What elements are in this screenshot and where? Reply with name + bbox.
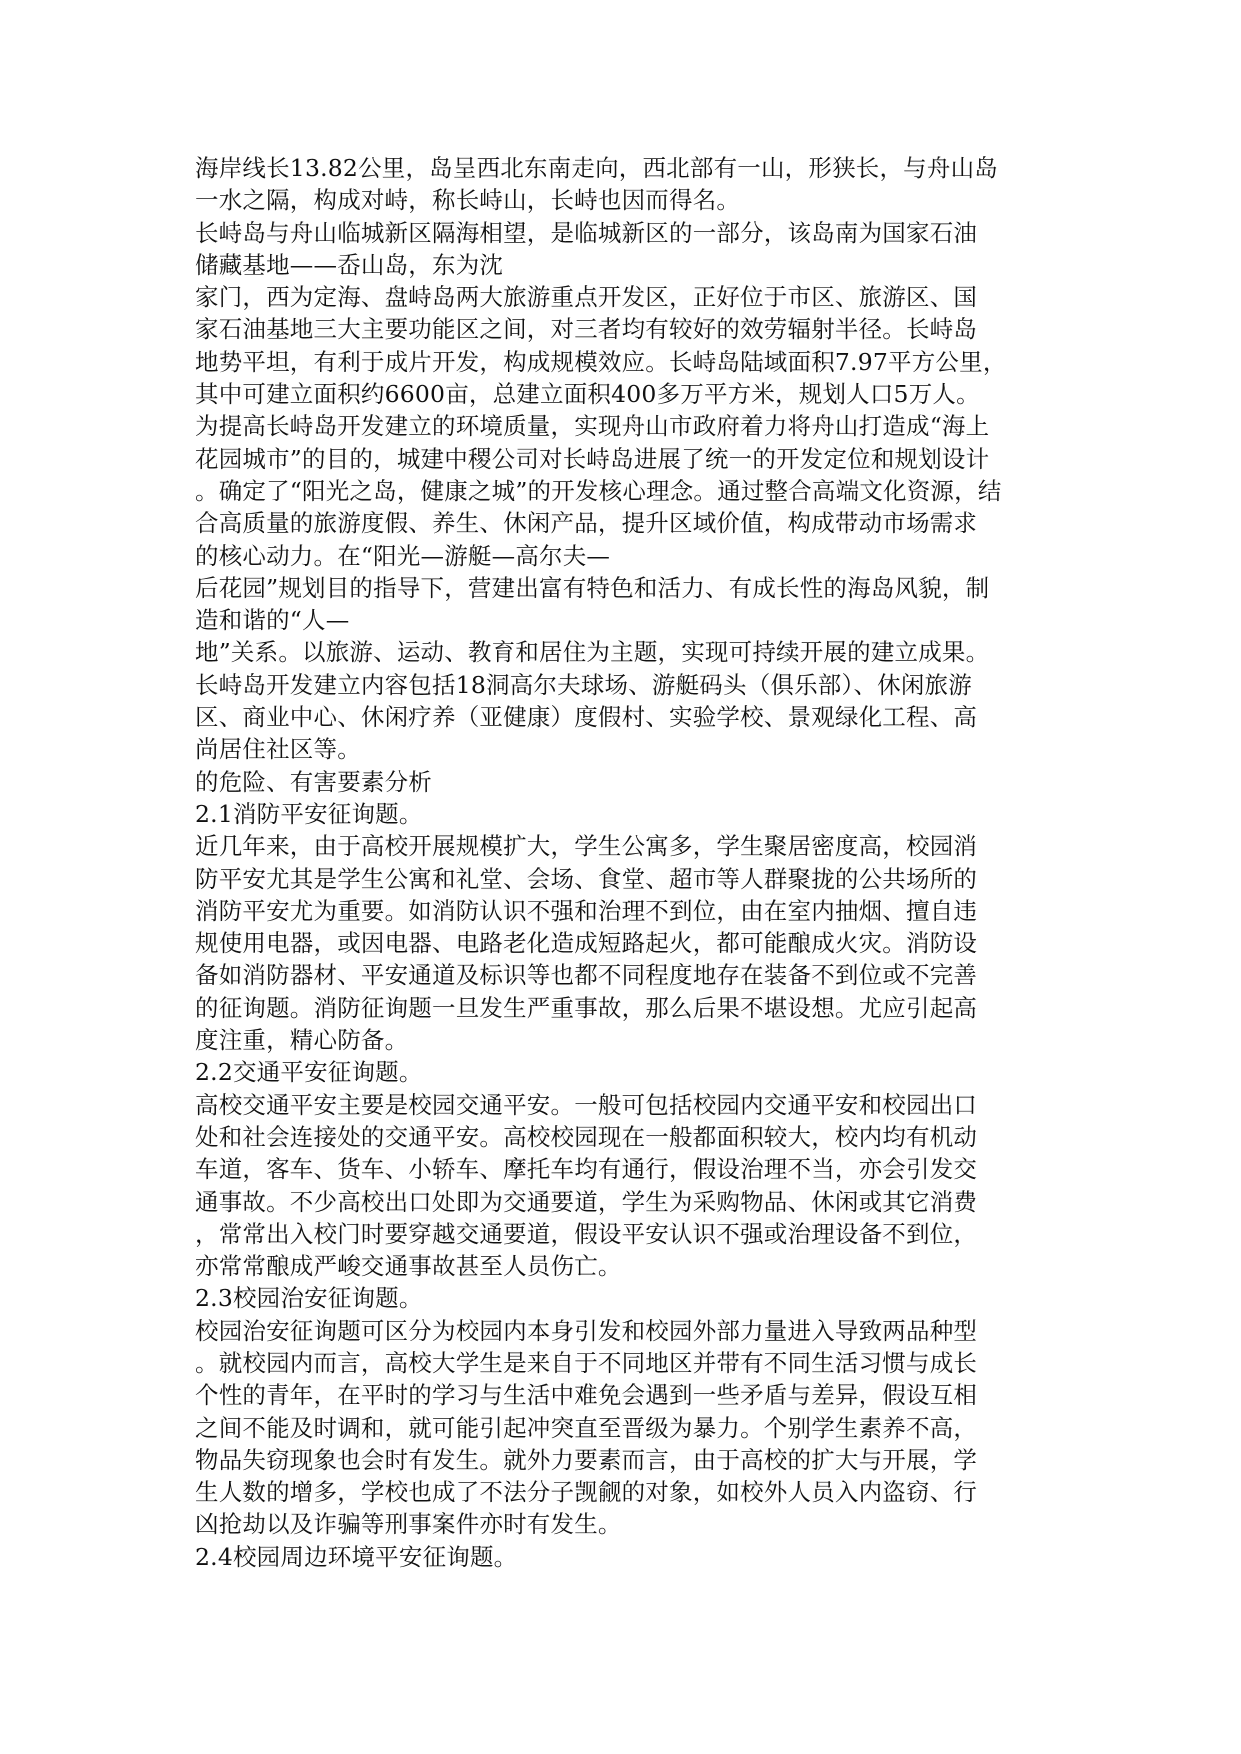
text-line: 通事故。不少高校出口处即为交通要道，学生为采购物品、休闲或其它消费 xyxy=(195,1187,978,1216)
text-line: 的征询题。消防征询题一旦发生严重事故，那么后果不堪设想。尤应引起高 xyxy=(195,993,978,1022)
section-heading: 2.1消防平安征询题。 xyxy=(195,799,423,828)
text-line: 的核心动力。在“阳光—游艇—高尔夫— xyxy=(195,541,611,570)
text-line: 近几年来，由于高校开展规模扩大，学生公寓多，学生聚居密度高，校园消 xyxy=(195,832,978,861)
text-line: 备如消防器材、平安通道及标识等也都不同程度地存在装备不到位或不完善 xyxy=(195,961,978,990)
text-line: 亦常常酿成严峻交通事故甚至人员伤亡。 xyxy=(195,1252,622,1281)
section-heading: 2.4校园周边环境平安征询题。 xyxy=(195,1542,518,1571)
text-line: 高校交通平安主要是校园交通平安。一般可包括校园内交通平安和校园出口 xyxy=(195,1090,978,1119)
section-heading: 2.2交通平安征询题。 xyxy=(195,1058,423,1087)
text-line: 家门，西为定海、盘峙岛两大旅游重点开发区，正好位于市区、旅游区、国 xyxy=(195,283,978,312)
text-line: 规使用电器，或因电器、电路老化造成短路起火，都可能酿成火灾。消防设 xyxy=(195,929,978,958)
text-line: 车道，客车、货车、小轿车、摩托车均有通行，假设治理不当，亦会引发交 xyxy=(195,1155,978,1184)
text-line: 。就校园内而言，高校大学生是来自于不同地区并带有不同生活习惯与成长 xyxy=(195,1348,978,1377)
body-text xyxy=(195,152,1055,1573)
text-line: 防平安尤其是学生公寓和礼堂、会场、食堂、超市等人群聚拢的公共场所的 xyxy=(195,864,978,893)
text-line: 区、商业中心、休闲疗养（亚健康）度假村、实验学校、景观绿化工程、高 xyxy=(195,703,978,732)
text-line: 家石油基地三大主要功能区之间，对三者均有较好的效劳辐射半径。长峙岛 xyxy=(195,315,978,344)
text-line: 造和谐的“人— xyxy=(195,606,350,635)
text-line: 地势平坦，有利于成片开发，构成规模效应。长峙岛陆域面积7.97平方公里， xyxy=(195,347,1007,376)
text-line: 之间不能及时调和，就可能引起冲突直至晋级为暴力。个别学生素养不高， xyxy=(195,1413,978,1442)
text-line: 消防平安尤为重要。如消防认识不强和治理不到位，由在室内抽烟、擅自违 xyxy=(195,896,978,925)
text-line: 。确定了“阳光之岛，健康之城”的开发核心理念。通过整合高端文化资源，结 xyxy=(195,476,1002,505)
text-line: 储藏基地——岙山岛，东为沈 xyxy=(195,250,504,279)
text-line: 个性的青年，在平时的学习与生活中难免会遇到一些矛盾与差异，假设互相 xyxy=(195,1381,978,1410)
text-line: 为提高长峙岛开发建立的环境质量，实现舟山市政府着力将舟山打造成“海上 xyxy=(195,412,990,441)
text-line: 花园城市”的目的，城建中稷公司对长峙岛进展了统一的开发定位和规划设计 xyxy=(195,444,990,473)
text-line: 尚居住社区等。 xyxy=(195,735,361,764)
text-line: 处和社会连接处的交通平安。高校校园现在一般都面积较大，校内均有机动 xyxy=(195,1122,978,1151)
text-line: 地”关系。以旅游、运动、教育和居住为主题，实现可持续开展的建立成果。 xyxy=(195,638,990,667)
text-line: 后花园”规划目的指导下，营建出富有特色和活力、有成长性的海岛风貌，制 xyxy=(195,573,990,602)
text-line: 一水之隔，构成对峙，称长峙山，长峙也因而得名。 xyxy=(195,186,741,215)
text-line: 合高质量的旅游度假、养生、休闲产品，提升区域价值，构成带动市场需求 xyxy=(195,509,978,538)
text-line: 其中可建立面积约6600亩，总建立面积400多万平方米，规划人口5万人。 xyxy=(195,380,980,409)
section-heading: 2.3校园治安征询题。 xyxy=(195,1284,423,1313)
text-line: 海岸线长13.82公里，岛呈西北东南走向，西北部有一山，形狭长，与舟山岛 xyxy=(195,154,998,182)
text-line: 校园治安征询题可区分为校园内本身引发和校园外部力量进入导致两品种型 xyxy=(195,1316,978,1345)
text-line: 物品失窃现象也会时有发生。就外力要素而言，由于高校的扩大与开展，学 xyxy=(195,1445,978,1474)
text-line: 度注重，精心防备。 xyxy=(195,1026,409,1055)
text-line: 生人数的增多，学校也成了不法分子觊觎的对象，如校外人员入内盗窃、行 xyxy=(195,1478,978,1507)
section-heading: 的危险、有害要素分析 xyxy=(195,767,432,796)
text-line: 长峙岛开发建立内容包括18洞高尔夫球场、游艇码头（俱乐部）、休闲旅游 xyxy=(195,670,972,699)
text-line: 长峙岛与舟山临城新区隔海相望，是临城新区的一部分，该岛南为国家石油 xyxy=(195,218,978,247)
text-line: 凶抢劫以及诈骗等刑事案件亦时有发生。 xyxy=(195,1510,622,1539)
text-line: ，常常出入校门时要穿越交通要道，假设平安认识不强或治理设备不到位， xyxy=(195,1219,978,1248)
